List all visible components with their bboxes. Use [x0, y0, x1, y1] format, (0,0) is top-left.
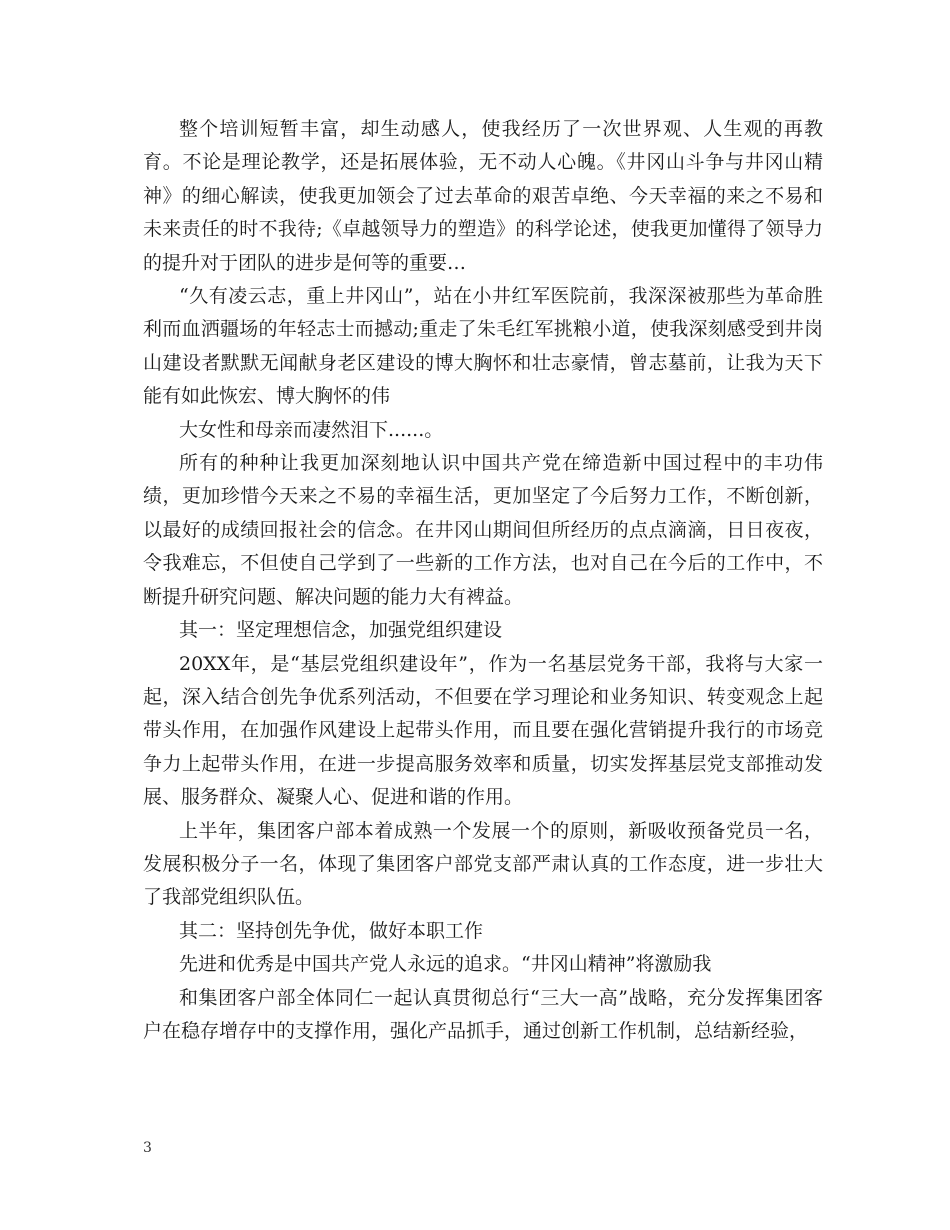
paragraph-training-reflection: 整个培训短暂丰富，却生动感人，使我经历了一次世界观、人生观的再教育。不论是理论教学，还是拓展体验，无不动人心魄。《井冈山斗争与井冈山精神》的细心解读，使我更加领会了过去革命的艰苦卓绝、今天幸福的来之不易和未来责任的时不我待;《卓越领导力的塑造》的科学论述，使我更加懂得了领导力的提升对于团队的进步是何等的重要…	[143, 118, 823, 274]
page-number: 3	[143, 1140, 152, 1156]
paragraph-tears: 大女性和母亲而凄然泪下......。	[179, 418, 444, 441]
paragraph-strategy: 和集团客户部全体同仁一起认真贯彻总行“三大一高”战略，充分发挥集团客户在稳存增存中的支撑作用，强化产品抓手，通过创新工作机制，总结新经验，	[143, 986, 823, 1042]
paragraph-first-half-year: 上半年，集团客户部本着成熟一个发展一个的原则，新吸收预备党员一名，发展积极分子一名，体现了集团客户部党支部严肃认真的工作态度，进一步壮大了我部党组织队伍。	[143, 819, 823, 909]
paragraph-party-building-year: 20XX年，是“基层党组织建设年”，作为一名基层党务干部，我将与大家一起，深入结合创先争优系列活动，不但要在学习理论和业务知识、转变观念上起带头作用，在加强作风建设上起带头作用，而且要在强化营销提升我行的市场竞争力上起带头作用，在进一步提高服务效率和质量，切实发挥基层党支部推动发展、服务群众、凝聚人心、促进和谐的作用。	[143, 652, 823, 809]
section-heading-one: 其一：坚定理想信念，加强党组织建设	[179, 619, 503, 642]
paragraph-pursuit: 先进和优秀是中国共产党人永远的追求。“井冈山精神”将激励我	[179, 953, 712, 976]
paragraph-understanding: 所有的种种让我更加深刻地认识中国共产党在缔造新中国过程中的丰功伟绩，更加珍惜今天来之不易的幸福生活，更加坚定了今后努力工作，不断创新，以最好的成绩回报社会的信念。在井冈山期间但所经历的点点滴滴，日日夜夜，令我难忘，不但使自己学到了一些新的工作方法，也对自己在今后的工作中，不断提升研究问题、解决问题的能力大有裨益。	[143, 452, 823, 608]
section-heading-two: 其二：坚持创先争优，做好本职工作	[179, 919, 484, 942]
paragraph-jinggangshan-visit: “久有凌云志，重上井冈山”，站在小井红军医院前，我深深被那些为革命胜利而血洒疆场的年轻志士而撼动;重走了朱毛红军挑粮小道，使我深刻感受到井岗山建设者默默无闻献身老区建设的博大胸怀和壮志豪情，曾志墓前，让我为天下能有如此恢宏、博大胸怀的伟	[143, 285, 823, 408]
document-body	[143, 113, 823, 1048]
